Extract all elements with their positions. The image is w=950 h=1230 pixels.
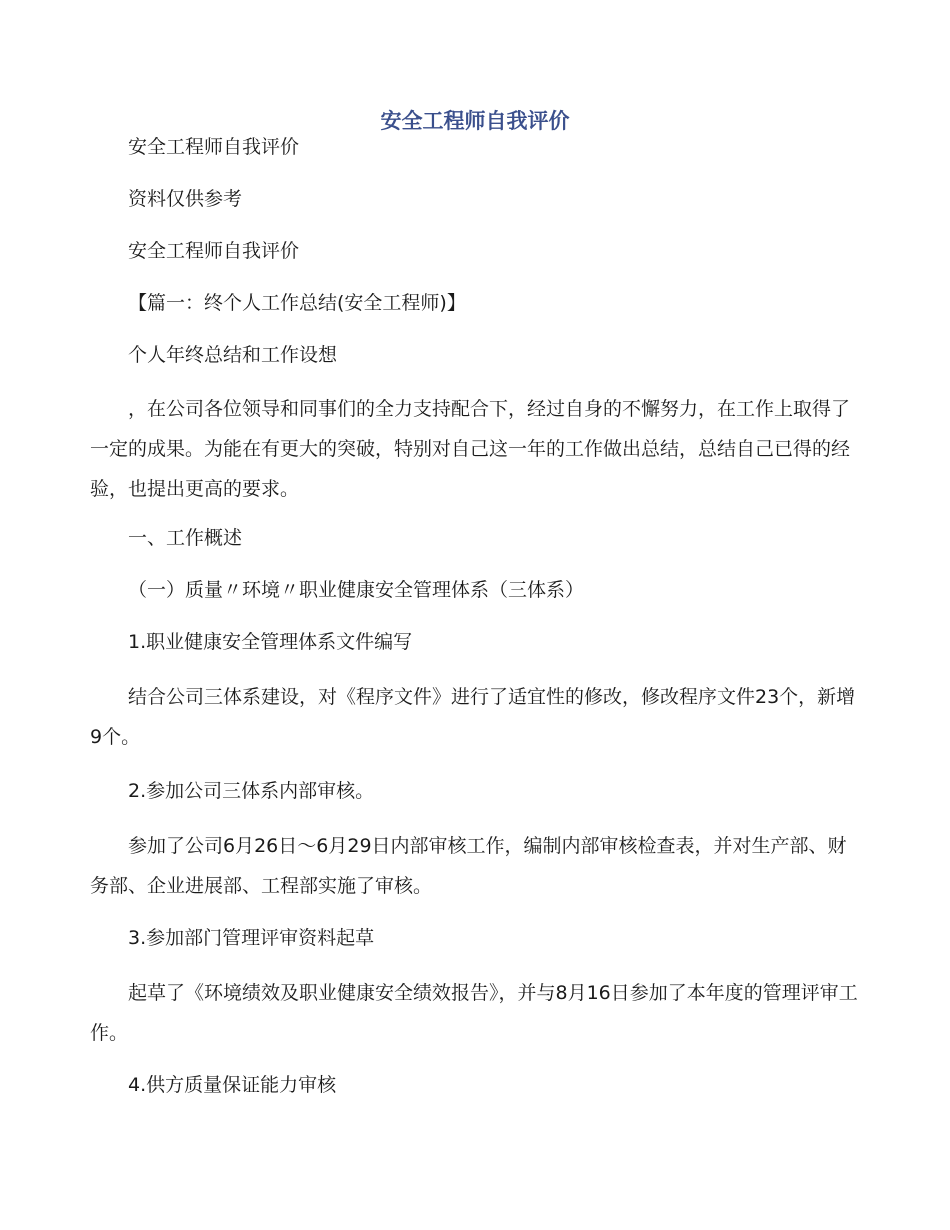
- paragraph: 资料仅供参考: [128, 188, 243, 210]
- paragraph: 3.参加部门管理评审资料起草: [128, 927, 375, 949]
- paragraph: 起草了《环境绩效及职业健康安全绩效报告》，并与8月16日参加了本年度的管理评审工作。: [90, 982, 858, 1044]
- paragraph: （一）质量〃环境〃职业健康安全管理体系（三体系）: [128, 579, 585, 601]
- paragraph: 一、工作概述: [128, 527, 243, 549]
- paragraph: 1.职业健康安全管理体系文件编写: [128, 631, 413, 653]
- paragraph: 结合公司三体系建设，对《程序文件》进行了适宜性的修改，修改程序文件23个，新增9个。: [90, 686, 856, 748]
- paragraph: 安全工程师自我评价: [128, 240, 300, 262]
- paragraph: 【篇一：终个人工作总结(安全工程师)】: [128, 292, 466, 314]
- paragraph: ，在公司各位领导和同事们的全力支持配合下，经过自身的不懈努力，在工作上取得了一定的成果。为能在有更大的突破，特别对自己这一年的工作做出总结，总结自己已得的经验，也提出更高的要求。: [90, 398, 851, 500]
- paragraph: 2.参加公司三体系内部审核。: [128, 780, 375, 802]
- document-title: 安全工程师自我评价: [380, 109, 570, 133]
- paragraph: 参加了公司6月26日～6月29日内部审核工作，编制内部审核检查表，并对生产部、财务部、企业进展部、工程部实施了审核。: [90, 835, 847, 897]
- paragraph: 个人年终总结和工作设想: [128, 344, 338, 366]
- paragraph: 4.供方质量保证能力审核: [128, 1074, 337, 1096]
- paragraph: 安全工程师自我评价: [128, 136, 300, 158]
